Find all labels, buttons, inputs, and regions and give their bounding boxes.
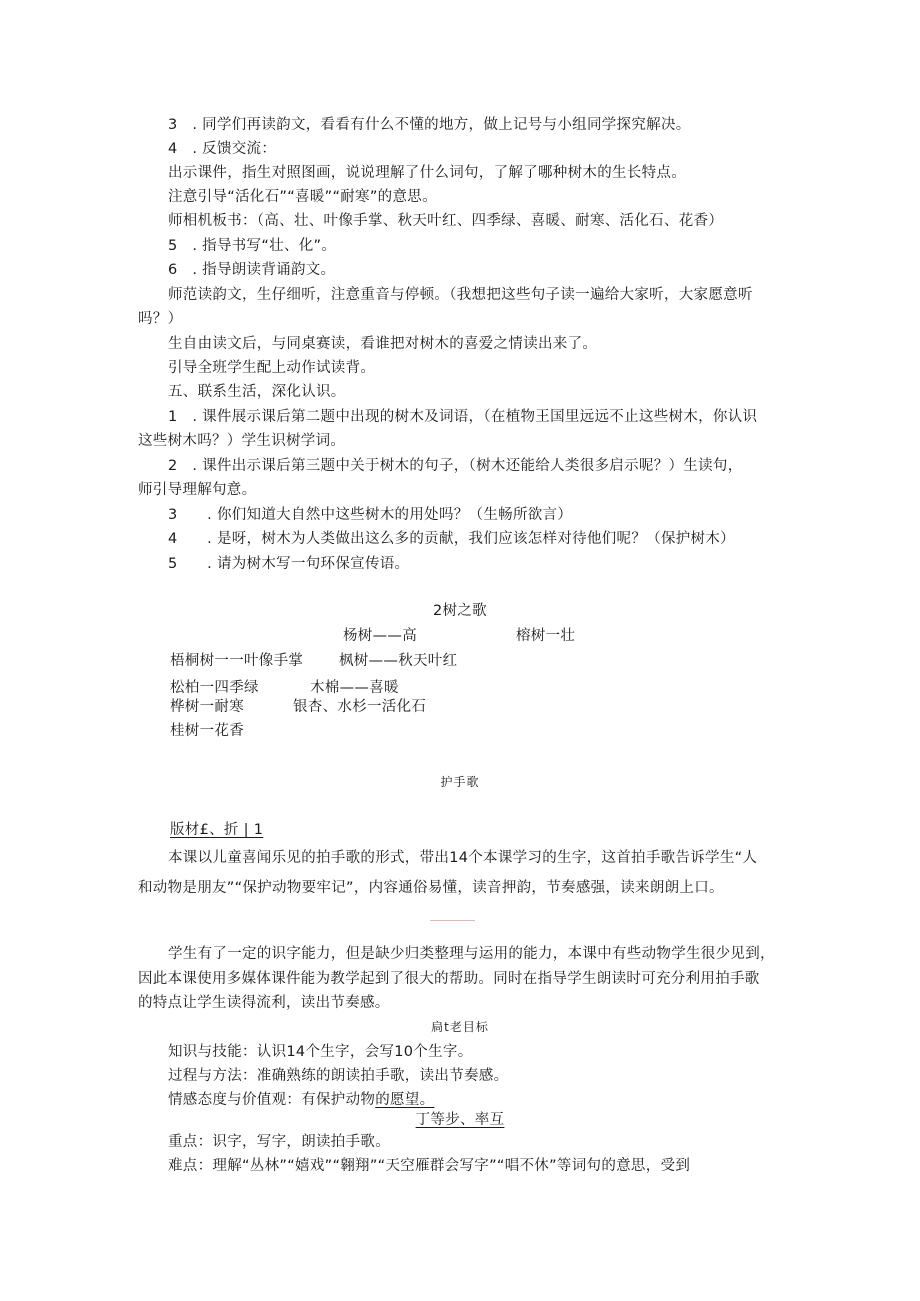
analysis-para-line1: 本课以儿童喜闻乐见的拍手歌的形式，带出14个本课学习的生字，这首拍手歌告诉学生“人: [168, 850, 758, 866]
lesson-title: 护手歌: [440, 775, 480, 789]
section-five-heading: 五、联系生活，深化认识。: [168, 384, 346, 400]
item-1-line: 1 . 课件展示课后第二题中出现的树木及词语，（在植物王国里远远不止这些树木，你认识: [168, 409, 758, 425]
goal-process: 过程与方法：准确熟练的朗读拍手歌，读出节奏感。: [168, 1068, 509, 1084]
item-1-line-cont: 这些树木吗？）学生识树学词。: [138, 433, 346, 449]
board-poplar: 杨树——高: [343, 628, 417, 644]
free-reading-line: 生自由读文后，与同桌赛读，看谁把对树木的喜爱之情读出来了。: [168, 336, 598, 352]
textbook-analysis-heading: 版材£、折 | 1: [170, 822, 264, 838]
goals-title: 扃t老目标: [431, 1020, 489, 1034]
goal-emotion-underlined: 的愿望。: [375, 1092, 435, 1108]
key-difficult-title: 丁等步、率互: [415, 1112, 505, 1128]
board-parasol: 梧桐树一一叶像手掌: [170, 653, 304, 669]
board-banyan: 榕树一壮: [516, 628, 576, 644]
model-reading-line: 师范读韵文，生仔细听，注意重音与停顿。（我想把这些句子读一遍给大家听，大家愿意听: [168, 287, 753, 303]
courseware-line: 出示课件，指生对照图画，说说理解了什么词句，了解了哪种树木的生长特点。: [168, 165, 686, 181]
action-reading-line: 引导全班学生配上动作试读背。: [168, 360, 376, 376]
board-maple: 枫树——秋天叶红: [339, 653, 458, 669]
goal-knowledge: 知识与技能：认识14个生字，会写10个生字。: [168, 1044, 473, 1060]
step-4-feedback: 4 . 反馈交流：: [168, 141, 277, 157]
step-3-reread: 3 . 同学们再读韵文，看看有什么不懂的地方，做上记号与小组同学探究解决。: [168, 117, 691, 133]
board-kapok: 木棉——喜暖: [310, 680, 399, 696]
board-ginkgo: 银杏、水杉一活化石: [293, 699, 427, 715]
step-6-reading: 6 . 指导朗读背诵韵文。: [168, 262, 336, 278]
student-para-line2: 因此本课使用多媒体课件能为教学起到了很大的帮助。同时在指导学生朗读时可充分利用拍手歌: [138, 971, 760, 987]
model-reading-line-cont: 吗？）: [138, 311, 183, 327]
item-2-line-cont: 师引导理解句意。: [138, 482, 257, 498]
student-para-line1: 学生有了一定的识字能力，但是缺少归类整理与运用的能力，本课中有些动物学生很少见到，: [168, 946, 775, 962]
item-3-line: 3 . 你们知道大自然中这些树木的用处吗？（生畅所欲言）: [168, 507, 573, 523]
key-point-line: 重点：识字，写字，朗读拍手歌。: [168, 1134, 390, 1150]
step-5-writing: 5 . 指导书写“壮、化”。: [168, 238, 337, 254]
board-birch: 桦树一耐寒: [170, 699, 244, 715]
goal-emotion: [168, 1090, 434, 1110]
analysis-para-line2: 和动物是朋友”“保护动物要牢记”，内容通俗易懂，读音押韵，节奏感强，读来朗朗上口。: [138, 880, 724, 896]
item-4-line: 4 . 是呀，树木为人类做出这么多的贡献，我们应该怎样对待他们呢？（保护树木）: [168, 531, 735, 547]
item-5-line: 5 . 请为树木写一句环保宣传语。: [168, 556, 410, 572]
divider-line: [430, 920, 475, 921]
board-title: 2树之歌: [433, 603, 487, 619]
board-writing-line: 师相机板书：（高、壮、叶像手掌、秋天叶红、四季绿、喜暖、耐寒、活化石、花香）: [168, 213, 724, 229]
board-pine: 松柏一四季绿: [170, 680, 259, 696]
board-osmanthus: 桂树一花香: [170, 723, 244, 739]
guide-meaning-line: 注意引导“活化石”“喜暖”“耐寒”的意思。: [168, 189, 437, 205]
goal-emotion-text: 情感态度与价值观：有保护动物: [168, 1092, 376, 1108]
student-para-line3: 的特点让学生读得流利，读出节奏感。: [138, 995, 390, 1011]
difficult-point-line: 难点：理解“丛林”“嬉戏”“翱翔”“天空雁群会写字”“唱不休”等词句的意思，受到: [168, 1158, 691, 1174]
item-2-line: 2 . 课件出示课后第三题中关于树木的句子，（树木还能给人类很多启示呢？）生读句，: [168, 458, 743, 474]
